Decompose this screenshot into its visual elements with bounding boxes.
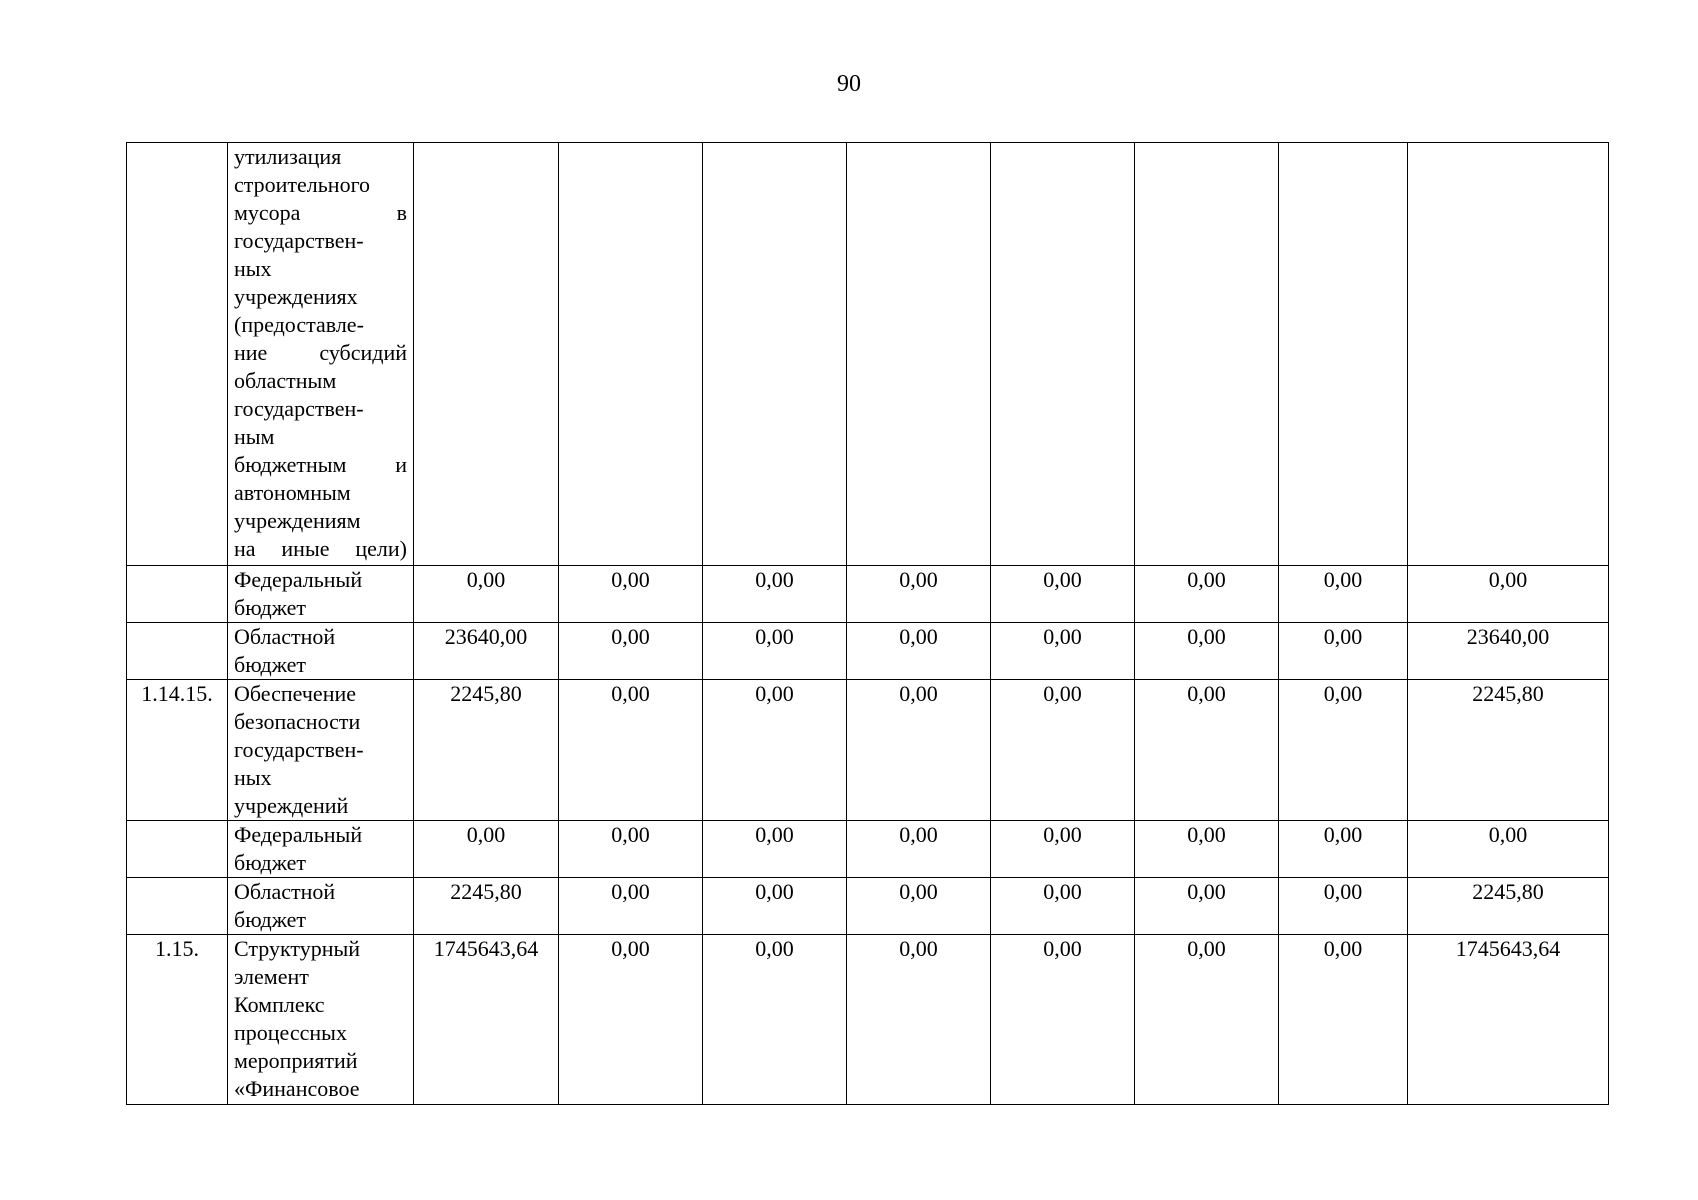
- row-name-line: государствен-: [234, 396, 364, 421]
- value-cell: 0,00: [1135, 878, 1279, 935]
- row-name-line: бюджетным и: [234, 452, 407, 477]
- value-cell: 0,00: [703, 878, 847, 935]
- value-cell: 0,00: [1279, 566, 1408, 623]
- value-cell: 1745643,64: [414, 935, 559, 1105]
- table-body: [127, 143, 1609, 1105]
- value-cell: 0,00: [847, 935, 991, 1105]
- row-name-line: Федеральный: [234, 567, 363, 592]
- row-name-line: ние субсидий: [234, 340, 407, 365]
- row-code: [127, 878, 228, 935]
- value-cell: 0,00: [703, 566, 847, 623]
- value-cell: [847, 143, 991, 566]
- value-cell: 0,00: [1279, 821, 1408, 878]
- row-name-line: (предоставле-: [234, 312, 364, 337]
- value-cell: 0,00: [1135, 821, 1279, 878]
- page-number: 90: [837, 71, 861, 97]
- row-name-line: учреждениях: [234, 284, 358, 309]
- row-code: [127, 821, 228, 878]
- table-row: [127, 623, 1609, 680]
- table-row: [127, 878, 1609, 935]
- row-name-line: Комплекс: [234, 992, 325, 1017]
- value-cell: 0,00: [847, 566, 991, 623]
- value-cell: 2245,80: [414, 680, 559, 821]
- value-cell: 0,00: [1135, 566, 1279, 623]
- row-name: [228, 566, 414, 623]
- row-name-line: областным: [234, 368, 337, 393]
- table-row: [127, 821, 1609, 878]
- value-cell: 0,00: [559, 623, 703, 680]
- value-cell: 0,00: [847, 680, 991, 821]
- value-cell: 0,00: [1135, 623, 1279, 680]
- value-cell: 0,00: [703, 680, 847, 821]
- value-cell: 0,00: [1279, 935, 1408, 1105]
- value-cell: 2245,80: [414, 878, 559, 935]
- row-name-line: учреждений: [234, 793, 349, 818]
- value-cell: [703, 143, 847, 566]
- value-cell: 2245,80: [1408, 680, 1609, 821]
- row-name-line: на иные цели): [234, 536, 407, 561]
- budget-table: [126, 142, 1609, 1105]
- row-name-line: бюджет: [234, 850, 306, 875]
- row-code: 1.14.15.: [127, 680, 228, 821]
- value-cell: 0,00: [703, 821, 847, 878]
- row-name: [228, 878, 414, 935]
- value-cell: 0,00: [847, 623, 991, 680]
- row-name-line: бюджет: [234, 595, 306, 620]
- value-cell: 0,00: [414, 566, 559, 623]
- row-name-line: Структурный: [234, 936, 361, 961]
- row-code: [127, 566, 228, 623]
- value-cell: 0,00: [559, 935, 703, 1105]
- row-name-line: государствен-: [234, 737, 364, 762]
- row-name-line: ным: [234, 424, 275, 449]
- table-row: [127, 935, 1609, 1105]
- table-row: [127, 680, 1609, 821]
- row-name-line: учреждениям: [234, 508, 361, 533]
- row-name-line: элемент: [234, 964, 309, 989]
- table-row: [127, 143, 1609, 566]
- row-name-line: Федеральный: [234, 822, 363, 847]
- value-cell: 0,00: [991, 623, 1135, 680]
- row-name-line: бюджет: [234, 907, 306, 932]
- table-row: [127, 566, 1609, 623]
- row-name-line: Обеспечение: [234, 681, 356, 706]
- value-cell: 0,00: [1135, 680, 1279, 821]
- row-name-line: ных: [234, 765, 272, 790]
- value-cell: 0,00: [703, 623, 847, 680]
- value-cell: 23640,00: [1408, 623, 1609, 680]
- row-name-line: утилизация: [234, 144, 342, 169]
- value-cell: 1745643,64: [1408, 935, 1609, 1105]
- value-cell: [1408, 143, 1609, 566]
- value-cell: 0,00: [847, 878, 991, 935]
- row-name-line: мероприятий: [234, 1048, 358, 1073]
- row-code: 1.15.: [127, 935, 228, 1105]
- row-name-line: Областной: [234, 624, 336, 649]
- row-name-line: процессных: [234, 1020, 347, 1045]
- value-cell: 0,00: [414, 821, 559, 878]
- row-name: [228, 935, 414, 1105]
- value-cell: 2245,80: [1408, 878, 1609, 935]
- value-cell: 0,00: [1408, 566, 1609, 623]
- row-name-line: Областной: [234, 879, 336, 904]
- row-name-line: мусора в: [234, 200, 407, 225]
- row-name-line: строительного: [234, 172, 371, 197]
- value-cell: [991, 143, 1135, 566]
- value-cell: 0,00: [559, 878, 703, 935]
- row-code: [127, 623, 228, 680]
- value-cell: 0,00: [1408, 821, 1609, 878]
- value-cell: 0,00: [991, 878, 1135, 935]
- row-code: [127, 143, 228, 566]
- value-cell: 0,00: [703, 935, 847, 1105]
- value-cell: 0,00: [1279, 623, 1408, 680]
- value-cell: 23640,00: [414, 623, 559, 680]
- value-cell: 0,00: [991, 566, 1135, 623]
- row-name: [228, 143, 414, 566]
- value-cell: [1135, 143, 1279, 566]
- value-cell: 0,00: [991, 680, 1135, 821]
- row-name: [228, 680, 414, 821]
- value-cell: 0,00: [991, 935, 1135, 1105]
- value-cell: 0,00: [991, 821, 1135, 878]
- value-cell: 0,00: [1279, 878, 1408, 935]
- value-cell: [1279, 143, 1408, 566]
- row-name-line: ных: [234, 256, 272, 281]
- value-cell: 0,00: [559, 566, 703, 623]
- row-name-line: безопасности: [234, 709, 361, 734]
- value-cell: [414, 143, 559, 566]
- value-cell: 0,00: [559, 821, 703, 878]
- row-name-line: «Финансовое: [234, 1076, 360, 1101]
- row-name-line: автономным: [234, 480, 351, 505]
- row-name-line: бюджет: [234, 652, 306, 677]
- value-cell: 0,00: [847, 821, 991, 878]
- value-cell: [559, 143, 703, 566]
- value-cell: 0,00: [1279, 680, 1408, 821]
- row-name-line: государствен-: [234, 228, 364, 253]
- row-name: [228, 623, 414, 680]
- value-cell: 0,00: [1135, 935, 1279, 1105]
- row-name: [228, 821, 414, 878]
- value-cell: 0,00: [559, 680, 703, 821]
